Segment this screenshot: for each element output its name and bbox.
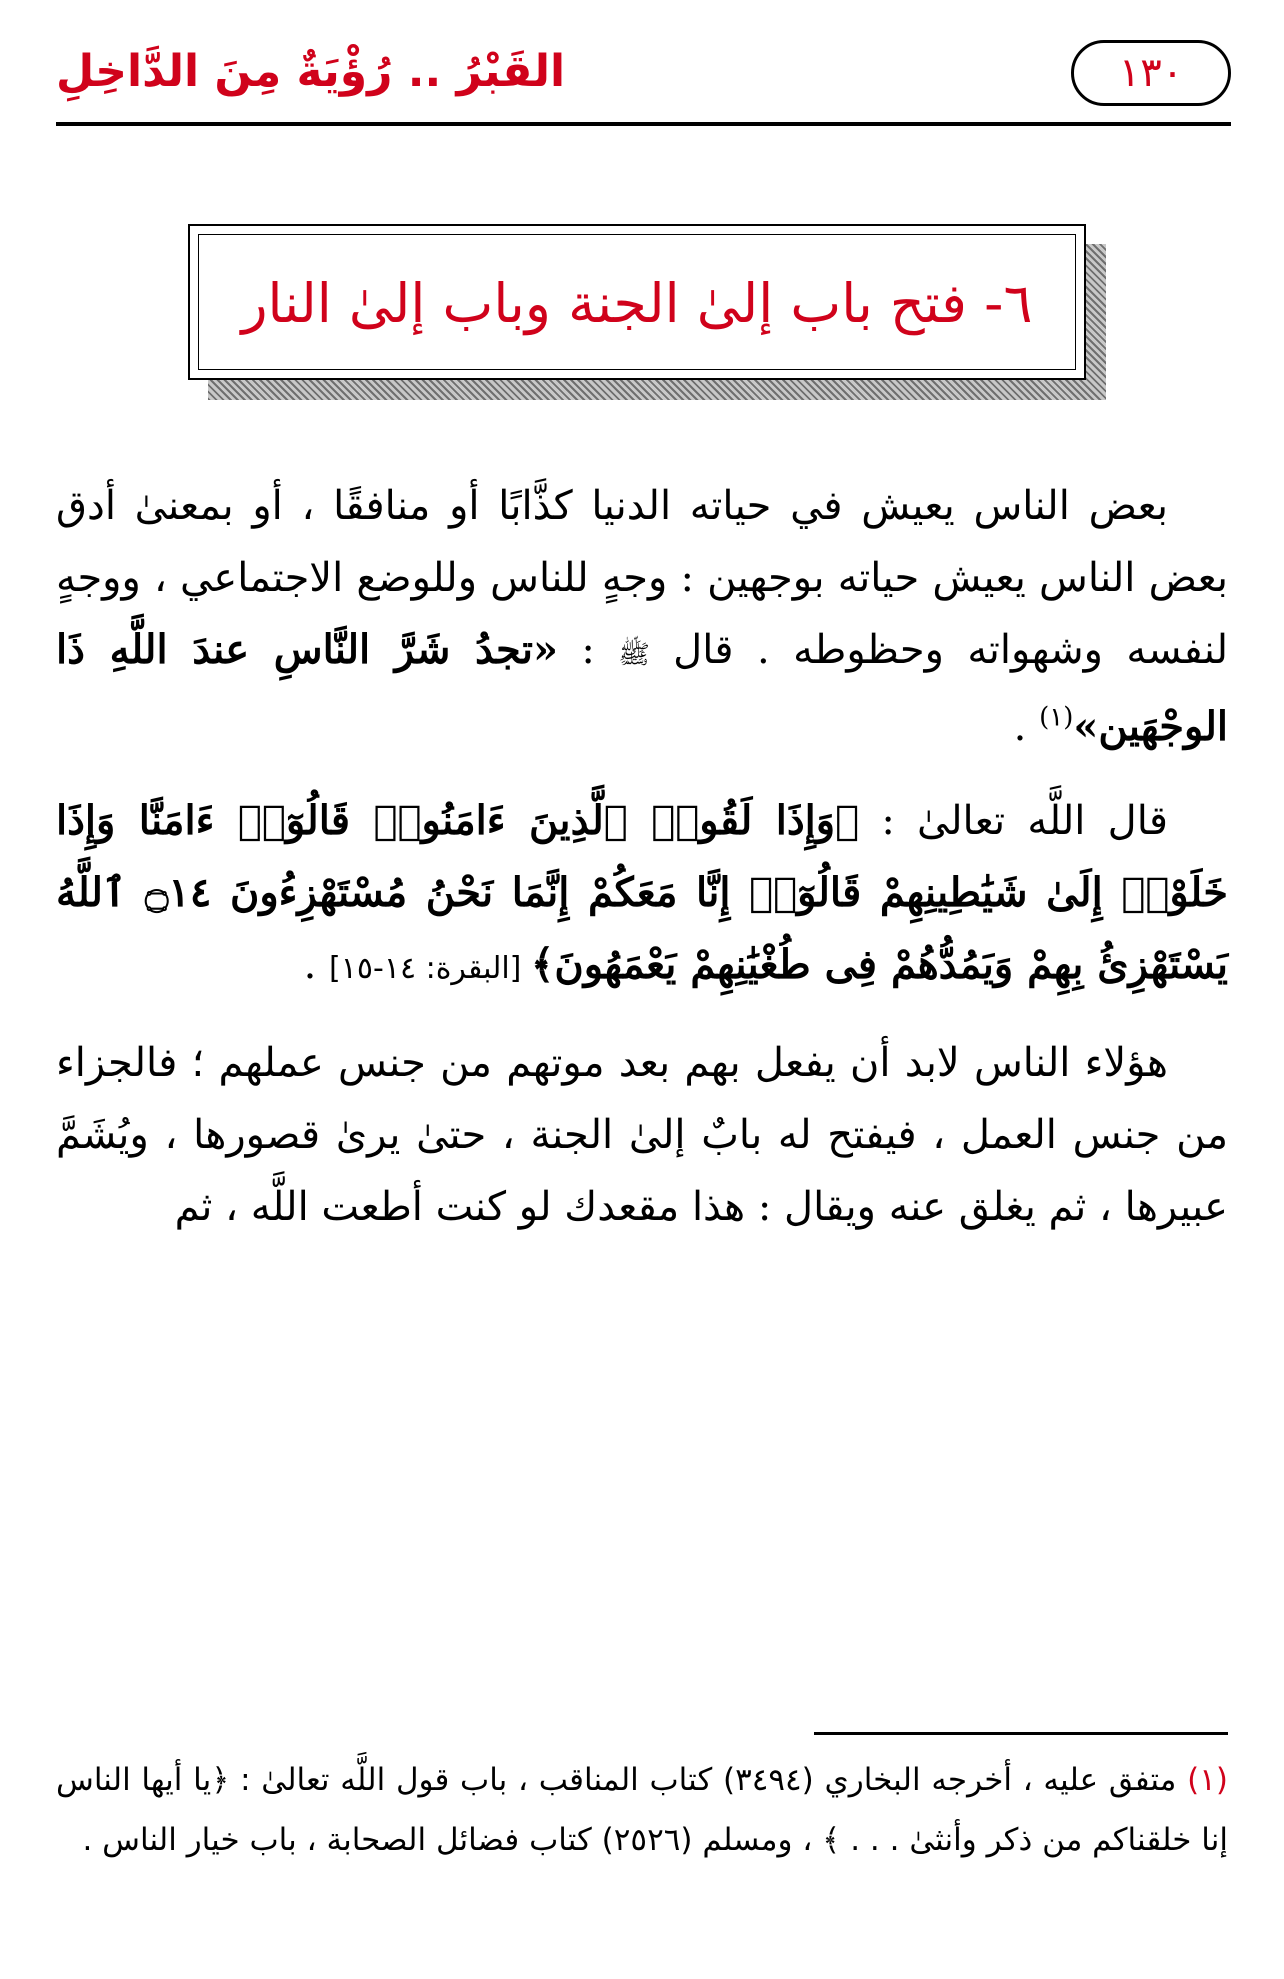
footnote-rule	[814, 1732, 1228, 1735]
paragraph-1-end: .	[1013, 704, 1040, 750]
quran-intro: قال اللَّه تعالىٰ :	[859, 798, 1168, 844]
header-rule	[56, 122, 1231, 126]
verse-reference: [البقرة: ١٤-١٥]	[329, 951, 531, 986]
page-number: ١٣٠	[1071, 40, 1231, 106]
footnote	[56, 1750, 1228, 1870]
paragraph-1-text: بعض الناس يعيش في حياته الدنيا كذَّابًا أو منافقًا ، أو بمعنىٰ أدق بعض الناس يعيش حياته بوجهين : وجهٍ للناس وللوضع الاجتماعي ، ووجهٍ لنفسه وشهواته وحظوطه . قال	[56, 483, 1229, 673]
paragraph-2-end: .	[303, 942, 330, 988]
footnote-text: متفق عليه ، أخرجه البخاري (٣٤٩٤) كتاب المناقب ، باب قول اللَّه تعالىٰ : ﴿يا أيها الناس إنا خلقناكم من ذكر وأنثىٰ . . . ﴾ ، ومسلم (٢٥٢٦) كتاب فضائل الصحابة ، باب خيار الناس .	[56, 1762, 1228, 1858]
footnote-number: (١)	[1187, 1762, 1228, 1798]
section-heading-frame	[188, 224, 1106, 400]
pbuh-ligature: ﷺ	[618, 640, 650, 670]
section-heading: ٦- فتح باب إلىٰ الجنة وباب إلىٰ النار	[198, 234, 1076, 370]
quran-verse: ﴿وَإِذَا لَقُوا۟ ٱلَّذِينَ ءَامَنُوا۟ قَالُوٓا۟ ءَامَنَّا وَإِذَا خَلَوْا۟ إِلَىٰ شَيَٰطِينِهِمْ قَالُوٓا۟ إِنَّا مَعَكُمْ إِنَّمَا نَحْنُ مُسْتَهْزِءُونَ ۝١٤ ٱللَّهُ يَسْتَهْزِئُ بِهِمْ وَيَمُدُّهُمْ فِى طُغْيَٰنِهِمْ يَعْمَهُونَ﴾	[56, 797, 1228, 988]
body-text	[56, 470, 1228, 1265]
hadith-quote: «تجدُ شَرَّ النَّاسِ عندَ اللَّهِ ذَا الوجْهَين»	[56, 626, 1228, 750]
paragraph-1	[56, 470, 1228, 763]
footnote-marker: (١)	[1039, 702, 1074, 733]
page-header	[56, 30, 1231, 126]
paragraph-1-colon: :	[557, 627, 619, 673]
paragraph-3: هؤلاء الناس لابد أن يفعل بهم بعد موتهم من جنس عملهم ؛ فالجزاء من جنس العمل ، فيفتح له بابٌ إلىٰ الجنة ، حتىٰ يرىٰ قصورها ، ويُشَمَّ عبيرها ، ثم يغلق عنه ويقال : هذا مقعدك لو كنت أطعت اللَّه ، ثم	[56, 1040, 1228, 1230]
running-title: القَبْرُ .. رُؤْيَةٌ مِنَ الدَّاخِلِ	[56, 46, 566, 97]
heading-box	[188, 224, 1086, 380]
paragraph-2	[56, 785, 1228, 1005]
